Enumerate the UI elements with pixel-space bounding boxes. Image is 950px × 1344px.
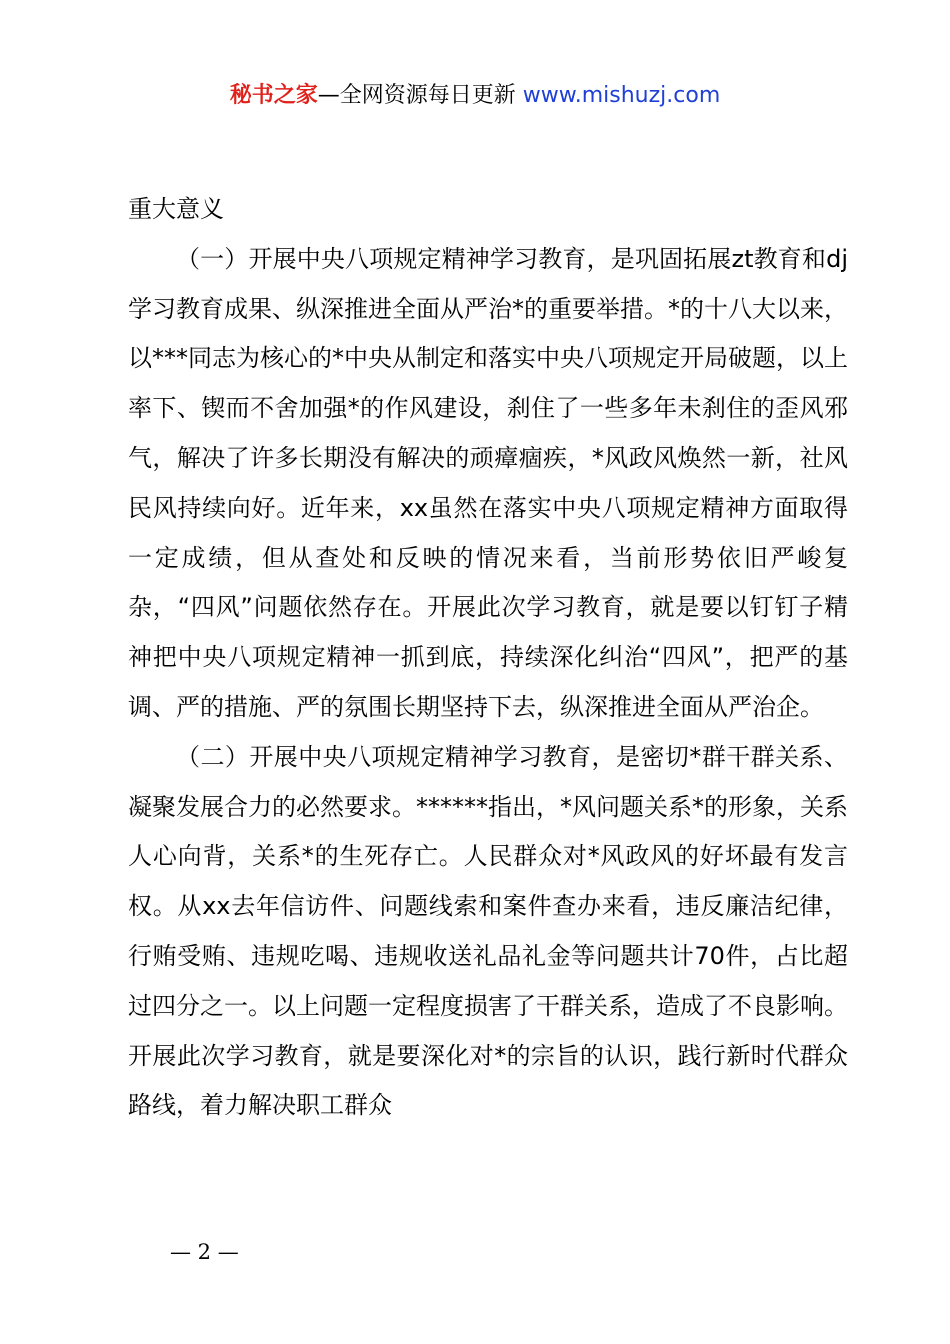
page-number: — 2 —: [170, 1240, 239, 1264]
site-url-link[interactable]: www.mishuzj.com: [522, 83, 721, 108]
document-body: [128, 185, 848, 1131]
paragraph-2: （二）开展中央八项规定精神学习教育，是密切*群干群关系、凝聚发展合力的必然要求。******指出，*风问题关系*的形象，关系人心向背，关系*的生死存亡。人民群众对*风政风的好坏最有发言权。从xx去年信访件、问题线索和案件查办来看，违反廉洁纪律，行贿受贿、违规吃喝、违规收送礼品礼金等问题共计70件，占比超过四分之一。以上问题一定程度损害了干群关系，造成了不良影响。开展此次学习教育，就是要深化对*的宗旨的认识，践行新时代群众路线，着力解决职工群众: [128, 742, 848, 1120]
site-header-banner: [0, 80, 950, 112]
brand-name: 秘书之家: [229, 83, 318, 108]
section-heading: 重大意义: [128, 195, 224, 223]
header-tagline: —全网资源每日更新: [317, 83, 516, 108]
paragraph-1: （一）开展中央八项规定精神学习教育，是巩固拓展zt教育和dj学习教育成果、纵深推进全面从严治*的重要举措。*的十八大以来，以***同志为核心的*中央从制定和落实中央八项规定开局破题，以上率下、锲而不舍加强*的作风建设，刹住了一些多年未刹住的歪风邪气，解决了许多长期没有解决的顽瘴痼疾，*风政风焕然一新，社风民风持续向好。近年来，xx虽然在落实中央八项规定精神方面取得一定成绩，但从查处和反映的情况来看，当前形势依旧严峻复杂，“四风”问题依然存在。开展此次学习教育，就是要以钉钉子精神把中央八项规定精神一抓到底，持续深化纠治“四风”，把严的基调、严的措施、严的氛围长期坚持下去，纵深推进全面从严治企。: [128, 244, 848, 721]
